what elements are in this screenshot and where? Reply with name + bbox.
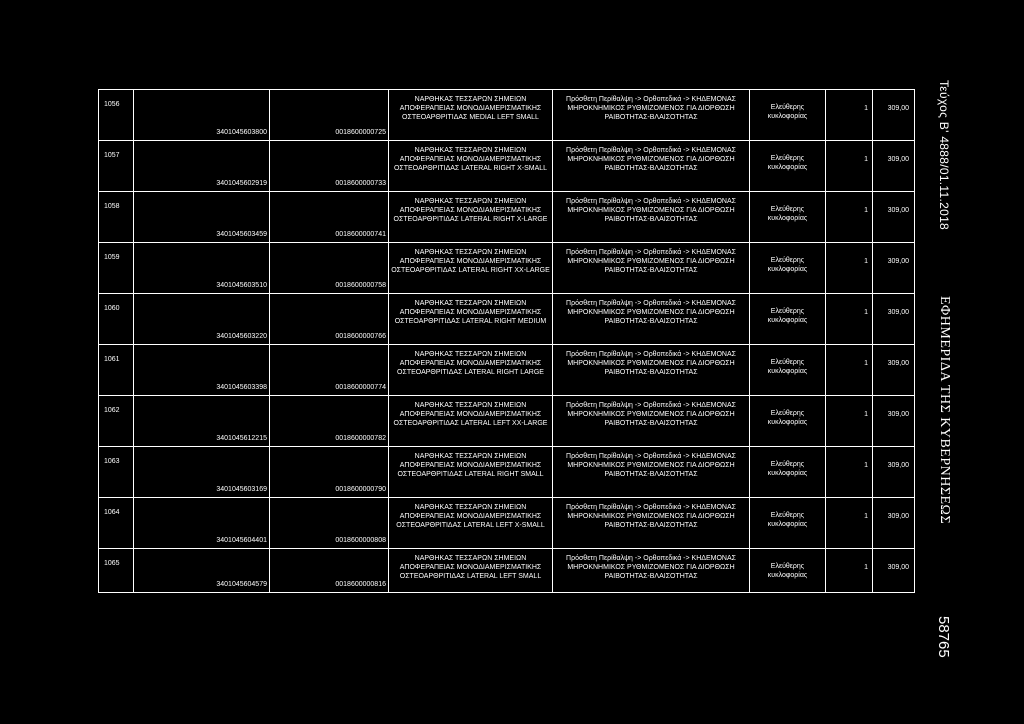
- table-row: [99, 345, 915, 396]
- gazette-title: ΕΦΗΜΕΡΙΔΑ ΤΗΣ ΚΥΒΕΡΝΗΣΕΩΣ: [937, 296, 952, 525]
- description-line: ΑΠΟΦΕΡΑΠΕΙΑΣ ΜΟΝΟΔΙΑΜΕΡΙΣΜΑΤΙΚΗΣ: [399, 207, 542, 214]
- distribution-line: κυκλοφορίας: [767, 572, 808, 579]
- category-line: ΡΑΙΒΟΤΗΤΑΣ-ΒΛΑΙΣΟΤΗΤΑΣ: [604, 318, 698, 325]
- page-number: 58765: [935, 616, 952, 658]
- category-line: Πρόσθετη Περίθαλψη -> Ορθοπεδικά -> ΚΗΔΕΜΟΝΑΣ: [566, 402, 736, 409]
- quantity-cell: [826, 549, 873, 593]
- barcode-cell: [270, 141, 389, 192]
- distribution-line: Ελεύθερης: [770, 410, 805, 417]
- description-line: ΝΑΡΘΗΚΑΣ ΤΕΣΣΑΡΩΝ ΣΗΜΕΙΩΝ: [414, 504, 527, 511]
- description-line: ΟΣΤΕΟΑΡΘΡΙΤΙΔΑΣ LATERAL RIGHT MEDIUM: [394, 318, 547, 325]
- description-line: ΝΑΡΘΗΚΑΣ ΤΕΣΣΑΡΩΝ ΣΗΜΕΙΩΝ: [414, 555, 527, 562]
- category-line: Πρόσθετη Περίθαλψη -> Ορθοπεδικά -> ΚΗΔΕΜΟΝΑΣ: [566, 453, 736, 460]
- distribution-cell: [750, 141, 826, 192]
- quantity: 1: [864, 411, 868, 418]
- distribution-line: Ελεύθερης: [770, 257, 805, 264]
- price: 309,00: [887, 411, 909, 418]
- category-cell: [553, 90, 750, 141]
- product-code: 3401045604401: [216, 537, 267, 544]
- description-line: ΝΑΡΘΗΚΑΣ ΤΕΣΣΑΡΩΝ ΣΗΜΕΙΩΝ: [414, 198, 527, 205]
- category-cell: [553, 243, 750, 294]
- category-line: Πρόσθετη Περίθαλψη -> Ορθοπεδικά -> ΚΗΔΕΜΟΝΑΣ: [566, 96, 736, 103]
- distribution-line: Ελεύθερης: [770, 512, 805, 519]
- barcode-cell: [270, 90, 389, 141]
- barcode: 0018600000816: [335, 581, 386, 588]
- category-line: ΜΗΡΟΚΝΗΜΙΚΟΣ ΡΥΘΜΙΖΟΜΕΝΟΣ ΓΙΑ ΔΙΟΡΘΩΣΗ: [567, 258, 735, 265]
- price-cell: [873, 294, 915, 345]
- description-line: ΑΠΟΦΕΡΑΠΕΙΑΣ ΜΟΝΟΔΙΑΜΕΡΙΣΜΑΤΙΚΗΣ: [399, 462, 542, 469]
- quantity: 1: [864, 258, 868, 265]
- price-cell: [873, 498, 915, 549]
- distribution-cell: [750, 549, 826, 593]
- description-line: ΟΣΤΕΟΑΡΘΡΙΤΙΔΑΣ LATERAL RIGHT X-SMALL: [393, 165, 548, 172]
- distribution-cell: [750, 192, 826, 243]
- description-line: ΝΑΡΘΗΚΑΣ ΤΕΣΣΑΡΩΝ ΣΗΜΕΙΩΝ: [414, 147, 527, 154]
- distribution-cell: [750, 294, 826, 345]
- row-number: 1058: [104, 203, 120, 210]
- quantity-cell: [826, 498, 873, 549]
- category-line: Πρόσθετη Περίθαλψη -> Ορθοπεδικά -> ΚΗΔΕΜΟΝΑΣ: [566, 351, 736, 358]
- quantity: 1: [864, 309, 868, 316]
- barcode: 0018600000782: [335, 435, 386, 442]
- description-line: ΑΠΟΦΕΡΑΠΕΙΑΣ ΜΟΝΟΔΙΑΜΕΡΙΣΜΑΤΙΚΗΣ: [399, 513, 542, 520]
- description-cell: [389, 243, 553, 294]
- category-line: ΜΗΡΟΚΝΗΜΙΚΟΣ ΡΥΘΜΙΖΟΜΕΝΟΣ ΓΙΑ ΔΙΟΡΘΩΣΗ: [567, 207, 735, 214]
- category-cell: [553, 396, 750, 447]
- description-cell: [389, 549, 553, 593]
- category-line: ΜΗΡΟΚΝΗΜΙΚΟΣ ΡΥΘΜΙΖΟΜΕΝΟΣ ΓΙΑ ΔΙΟΡΘΩΣΗ: [567, 309, 735, 316]
- barcode: 0018600000741: [335, 231, 386, 238]
- product-code: 3401045603398: [216, 384, 267, 391]
- description-line: ΑΠΟΦΕΡΑΠΕΙΑΣ ΜΟΝΟΔΙΑΜΕΡΙΣΜΑΤΙΚΗΣ: [399, 360, 542, 367]
- description-cell: [389, 192, 553, 243]
- price-cell: [873, 549, 915, 593]
- barcode-cell: [270, 345, 389, 396]
- category-line: ΜΗΡΟΚΝΗΜΙΚΟΣ ΡΥΘΜΙΖΟΜΕΝΟΣ ΓΙΑ ΔΙΟΡΘΩΣΗ: [567, 156, 735, 163]
- category-line: ΡΑΙΒΟΤΗΤΑΣ-ΒΛΑΙΣΟΤΗΤΑΣ: [604, 165, 698, 172]
- table-row: [99, 396, 915, 447]
- description-line: ΝΑΡΘΗΚΑΣ ΤΕΣΣΑΡΩΝ ΣΗΜΕΙΩΝ: [414, 453, 527, 460]
- row-number: 1059: [104, 254, 120, 261]
- category-cell: [553, 141, 750, 192]
- distribution-line: κυκλοφορίας: [767, 368, 808, 375]
- category-line: ΡΑΙΒΟΤΗΤΑΣ-ΒΛΑΙΣΟΤΗΤΑΣ: [604, 114, 698, 121]
- table-row: [99, 447, 915, 498]
- distribution-line: κυκλοφορίας: [767, 317, 808, 324]
- category-line: ΡΑΙΒΟΤΗΤΑΣ-ΒΛΑΙΣΟΤΗΤΑΣ: [604, 573, 698, 580]
- barcode-cell: [270, 498, 389, 549]
- barcode-cell: [270, 549, 389, 593]
- product-code-cell: [134, 345, 270, 396]
- product-code: 3401045603169: [216, 486, 267, 493]
- distribution-line: κυκλοφορίας: [767, 521, 808, 528]
- description-line: ΑΠΟΦΕΡΑΠΕΙΑΣ ΜΟΝΟΔΙΑΜΕΡΙΣΜΑΤΙΚΗΣ: [399, 156, 542, 163]
- product-code: 3401045603459: [216, 231, 267, 238]
- barcode: 0018600000733: [335, 180, 386, 187]
- quantity: 1: [864, 462, 868, 469]
- product-code: 3401045602919: [216, 180, 267, 187]
- row-number: 1060: [104, 305, 120, 312]
- row-number: 1062: [104, 407, 120, 414]
- barcode: 0018600000758: [335, 282, 386, 289]
- barcode-cell: [270, 396, 389, 447]
- category-line: ΡΑΙΒΟΤΗΤΑΣ-ΒΛΑΙΣΟΤΗΤΑΣ: [604, 216, 698, 223]
- price: 309,00: [887, 360, 909, 367]
- distribution-line: Ελεύθερης: [770, 461, 805, 468]
- distribution-line: κυκλοφορίας: [767, 419, 808, 426]
- quantity: 1: [864, 360, 868, 367]
- category-line: Πρόσθετη Περίθαλψη -> Ορθοπεδικά -> ΚΗΔΕΜΟΝΑΣ: [566, 249, 736, 256]
- price: 309,00: [887, 462, 909, 469]
- product-code-cell: [134, 243, 270, 294]
- category-line: ΜΗΡΟΚΝΗΜΙΚΟΣ ΡΥΘΜΙΖΟΜΕΝΟΣ ΓΙΑ ΔΙΟΡΘΩΣΗ: [567, 513, 735, 520]
- quantity-cell: [826, 294, 873, 345]
- distribution-line: Ελεύθερης: [770, 563, 805, 570]
- category-cell: [553, 549, 750, 593]
- price-cell: [873, 90, 915, 141]
- product-code-cell: [134, 192, 270, 243]
- product-code-cell: [134, 396, 270, 447]
- table-row: [99, 141, 915, 192]
- category-cell: [553, 294, 750, 345]
- category-cell: [553, 447, 750, 498]
- row-number-cell: [99, 549, 134, 593]
- price: 309,00: [887, 207, 909, 214]
- price-cell: [873, 141, 915, 192]
- price-cell: [873, 345, 915, 396]
- description-line: ΝΑΡΘΗΚΑΣ ΤΕΣΣΑΡΩΝ ΣΗΜΕΙΩΝ: [414, 402, 527, 409]
- row-number-cell: [99, 294, 134, 345]
- quantity: 1: [864, 207, 868, 214]
- description-line: ΑΠΟΦΕΡΑΠΕΙΑΣ ΜΟΝΟΔΙΑΜΕΡΙΣΜΑΤΙΚΗΣ: [399, 564, 542, 571]
- description-line: ΝΑΡΘΗΚΑΣ ΤΕΣΣΑΡΩΝ ΣΗΜΕΙΩΝ: [414, 96, 527, 103]
- row-number-cell: [99, 345, 134, 396]
- description-cell: [389, 294, 553, 345]
- category-line: ΡΑΙΒΟΤΗΤΑΣ-ΒΛΑΙΣΟΤΗΤΑΣ: [604, 420, 698, 427]
- table-row: [99, 90, 915, 141]
- description-cell: [389, 141, 553, 192]
- issue-reference: Τεύχος Β' 4888/01.11.2018: [937, 80, 951, 231]
- price: 309,00: [887, 258, 909, 265]
- price-cell: [873, 243, 915, 294]
- description-line: ΟΣΤΕΟΑΡΘΡΙΤΙΔΑΣ LATERAL RIGHT XX-LARGE: [391, 267, 550, 274]
- description-line: ΟΣΤΕΟΑΡΘΡΙΤΙΔΑΣ LATERAL RIGHT LARGE: [397, 369, 544, 376]
- description-line: ΟΣΤΕΟΑΡΘΡΙΤΙΔΑΣ LATERAL LEFT X-SMALL: [396, 522, 545, 529]
- category-cell: [553, 498, 750, 549]
- row-number-cell: [99, 396, 134, 447]
- distribution-cell: [750, 498, 826, 549]
- description-line: ΝΑΡΘΗΚΑΣ ΤΕΣΣΑΡΩΝ ΣΗΜΕΙΩΝ: [414, 300, 527, 307]
- table-row: [99, 549, 915, 593]
- quantity-cell: [826, 90, 873, 141]
- distribution-line: κυκλοφορίας: [767, 164, 808, 171]
- distribution-line: Ελεύθερης: [770, 104, 805, 111]
- distribution-line: Ελεύθερης: [770, 206, 805, 213]
- description-line: ΟΣΤΕΟΑΡΘΡΙΤΙΔΑΣ MEDIAL LEFT SMALL: [402, 114, 539, 121]
- product-code: 3401045604579: [216, 581, 267, 588]
- category-line: ΜΗΡΟΚΝΗΜΙΚΟΣ ΡΥΘΜΙΖΟΜΕΝΟΣ ΓΙΑ ΔΙΟΡΘΩΣΗ: [567, 564, 735, 571]
- row-number: 1056: [104, 101, 120, 108]
- barcode-cell: [270, 192, 389, 243]
- row-number-cell: [99, 498, 134, 549]
- distribution-line: Ελεύθερης: [770, 308, 805, 315]
- quantity-cell: [826, 447, 873, 498]
- description-cell: [389, 498, 553, 549]
- price-cell: [873, 192, 915, 243]
- quantity-cell: [826, 396, 873, 447]
- product-table-body: [99, 90, 915, 593]
- price: 309,00: [887, 564, 909, 571]
- product-code: 3401045603800: [216, 129, 267, 136]
- row-number-cell: [99, 192, 134, 243]
- description-line: ΑΠΟΦΕΡΑΠΕΙΑΣ ΜΟΝΟΔΙΑΜΕΡΙΣΜΑΤΙΚΗΣ: [399, 258, 542, 265]
- price: 309,00: [887, 105, 909, 112]
- distribution-line: Ελεύθερης: [770, 155, 805, 162]
- distribution-cell: [750, 447, 826, 498]
- price: 309,00: [887, 513, 909, 520]
- description-line: ΑΠΟΦΕΡΑΠΕΙΑΣ ΜΟΝΟΔΙΑΜΕΡΙΣΜΑΤΙΚΗΣ: [399, 105, 542, 112]
- quantity-cell: [826, 243, 873, 294]
- category-line: ΡΑΙΒΟΤΗΤΑΣ-ΒΛΑΙΣΟΤΗΤΑΣ: [604, 522, 698, 529]
- category-line: ΡΑΙΒΟΤΗΤΑΣ-ΒΛΑΙΣΟΤΗΤΑΣ: [604, 267, 698, 274]
- product-table: [98, 89, 915, 593]
- product-code-cell: [134, 549, 270, 593]
- product-code: 3401045612215: [216, 435, 267, 442]
- description-line: ΟΣΤΕΟΑΡΘΡΙΤΙΔΑΣ LATERAL LEFT XX-LARGE: [393, 420, 548, 427]
- row-number-cell: [99, 141, 134, 192]
- quantity: 1: [864, 513, 868, 520]
- description-line: ΝΑΡΘΗΚΑΣ ΤΕΣΣΑΡΩΝ ΣΗΜΕΙΩΝ: [414, 249, 527, 256]
- category-line: ΡΑΙΒΟΤΗΤΑΣ-ΒΛΑΙΣΟΤΗΤΑΣ: [604, 369, 698, 376]
- product-code: 3401045603220: [216, 333, 267, 340]
- distribution-cell: [750, 243, 826, 294]
- distribution-line: κυκλοφορίας: [767, 113, 808, 120]
- barcode: 0018600000790: [335, 486, 386, 493]
- quantity: 1: [864, 564, 868, 571]
- table-row: [99, 243, 915, 294]
- table-row: [99, 192, 915, 243]
- price: 309,00: [887, 309, 909, 316]
- row-number-cell: [99, 90, 134, 141]
- row-number: 1063: [104, 458, 120, 465]
- barcode: 0018600000774: [335, 384, 386, 391]
- price-cell: [873, 447, 915, 498]
- product-code: 3401045603510: [216, 282, 267, 289]
- product-code-cell: [134, 294, 270, 345]
- quantity: 1: [864, 105, 868, 112]
- description-line: ΟΣΤΕΟΑΡΘΡΙΤΙΔΑΣ LATERAL RIGHT SMALL: [397, 471, 544, 478]
- category-cell: [553, 345, 750, 396]
- category-line: ΜΗΡΟΚΝΗΜΙΚΟΣ ΡΥΘΜΙΖΟΜΕΝΟΣ ΓΙΑ ΔΙΟΡΘΩΣΗ: [567, 360, 735, 367]
- category-line: ΜΗΡΟΚΝΗΜΙΚΟΣ ΡΥΘΜΙΖΟΜΕΝΟΣ ΓΙΑ ΔΙΟΡΘΩΣΗ: [567, 105, 735, 112]
- barcode-cell: [270, 243, 389, 294]
- barcode-cell: [270, 294, 389, 345]
- description-line: ΟΣΤΕΟΑΡΘΡΙΤΙΔΑΣ LATERAL LEFT SMALL: [399, 573, 542, 580]
- category-line: Πρόσθετη Περίθαλψη -> Ορθοπεδικά -> ΚΗΔΕΜΟΝΑΣ: [566, 555, 736, 562]
- category-line: ΜΗΡΟΚΝΗΜΙΚΟΣ ΡΥΘΜΙΖΟΜΕΝΟΣ ΓΙΑ ΔΙΟΡΘΩΣΗ: [567, 462, 735, 469]
- row-number: 1064: [104, 509, 120, 516]
- product-code-cell: [134, 498, 270, 549]
- description-line: ΝΑΡΘΗΚΑΣ ΤΕΣΣΑΡΩΝ ΣΗΜΕΙΩΝ: [414, 351, 527, 358]
- quantity-cell: [826, 141, 873, 192]
- distribution-line: Ελεύθερης: [770, 359, 805, 366]
- table-row: [99, 294, 915, 345]
- row-number: 1061: [104, 356, 120, 363]
- description-cell: [389, 90, 553, 141]
- description-cell: [389, 396, 553, 447]
- product-code-cell: [134, 447, 270, 498]
- description-line: ΑΠΟΦΕΡΑΠΕΙΑΣ ΜΟΝΟΔΙΑΜΕΡΙΣΜΑΤΙΚΗΣ: [399, 309, 542, 316]
- description-line: ΟΣΤΕΟΑΡΘΡΙΤΙΔΑΣ LATERAL RIGHT X-LARGE: [393, 216, 548, 223]
- category-line: Πρόσθετη Περίθαλψη -> Ορθοπεδικά -> ΚΗΔΕΜΟΝΑΣ: [566, 147, 736, 154]
- category-line: ΜΗΡΟΚΝΗΜΙΚΟΣ ΡΥΘΜΙΖΟΜΕΝΟΣ ΓΙΑ ΔΙΟΡΘΩΣΗ: [567, 411, 735, 418]
- description-cell: [389, 447, 553, 498]
- distribution-cell: [750, 345, 826, 396]
- description-line: ΑΠΟΦΕΡΑΠΕΙΑΣ ΜΟΝΟΔΙΑΜΕΡΙΣΜΑΤΙΚΗΣ: [399, 411, 542, 418]
- description-cell: [389, 345, 553, 396]
- row-number-cell: [99, 447, 134, 498]
- quantity-cell: [826, 192, 873, 243]
- category-cell: [553, 192, 750, 243]
- distribution-cell: [750, 396, 826, 447]
- row-number-cell: [99, 243, 134, 294]
- category-line: Πρόσθετη Περίθαλψη -> Ορθοπεδικά -> ΚΗΔΕΜΟΝΑΣ: [566, 198, 736, 205]
- category-line: Πρόσθετη Περίθαλψη -> Ορθοπεδικά -> ΚΗΔΕΜΟΝΑΣ: [566, 504, 736, 511]
- barcode-cell: [270, 447, 389, 498]
- row-number: 1065: [104, 560, 120, 567]
- price-cell: [873, 396, 915, 447]
- product-code-cell: [134, 141, 270, 192]
- price: 309,00: [887, 156, 909, 163]
- distribution-line: κυκλοφορίας: [767, 470, 808, 477]
- quantity-cell: [826, 345, 873, 396]
- category-line: Πρόσθετη Περίθαλψη -> Ορθοπεδικά -> ΚΗΔΕΜΟΝΑΣ: [566, 300, 736, 307]
- distribution-cell: [750, 90, 826, 141]
- table-row: [99, 498, 915, 549]
- barcode: 0018600000808: [335, 537, 386, 544]
- barcode: 0018600000725: [335, 129, 386, 136]
- product-code-cell: [134, 90, 270, 141]
- barcode: 0018600000766: [335, 333, 386, 340]
- distribution-line: κυκλοφορίας: [767, 215, 808, 222]
- row-number: 1057: [104, 152, 120, 159]
- distribution-line: κυκλοφορίας: [767, 266, 808, 273]
- quantity: 1: [864, 156, 868, 163]
- category-line: ΡΑΙΒΟΤΗΤΑΣ-ΒΛΑΙΣΟΤΗΤΑΣ: [604, 471, 698, 478]
